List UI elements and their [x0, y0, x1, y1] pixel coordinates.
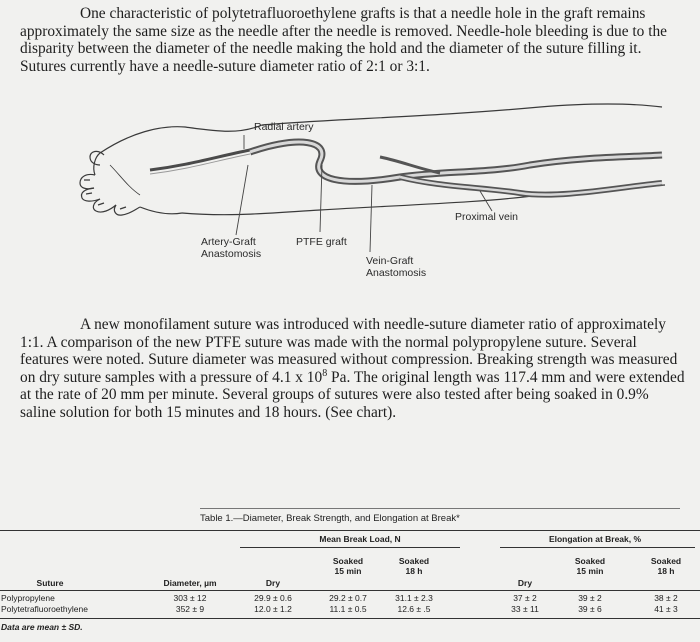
col-soaked-18-elong — [636, 556, 696, 576]
col-dry-elong: Dry — [517, 578, 533, 588]
arm-graft-figure — [0, 95, 700, 295]
group-rule-load — [240, 547, 460, 548]
col-soaked-15-elong-l1: Soaked — [574, 556, 606, 566]
cell-soak18-load: 31.1 ± 2.3 — [395, 593, 433, 603]
method-paragraph-part1: A new monofilament suture was introduced with needle-suture diameter ratio of approximately 1:1. A comparison of the new PTFE suture was made with the normal polypropylene suture. Several features were noted. Suture diameter was measured without compression. Breaking strength was measured on dry suture samples with a pressure of 4.1 x 10 — [20, 316, 678, 386]
exponent: 8 — [322, 367, 328, 379]
col-soaked-15-load-l1: Soaked — [332, 556, 364, 566]
table-footnote: Data are mean ± SD. — [1, 622, 83, 632]
col-soaked-15-load-l2: 15 min — [334, 566, 362, 576]
col-diameter: Diameter, µm — [163, 578, 217, 588]
col-suture: Suture — [36, 578, 64, 588]
cell-soak18-elong: 41 ± 3 — [654, 604, 678, 614]
cell-soak15-load: 29.2 ± 0.7 — [329, 593, 367, 603]
intro-paragraph-text: One characteristic of polytetrafluoroethylene grafts is that a needle hole in the graft remains approximately the same size as the needle after the needle is removed. Needle-hole bleeding is due to the disparity between the diameter of the needle making the hold and the diameter of the suture filling it. Sutures currently have a needle-suture diameter ratio of 2:1 or 3:1. — [20, 5, 668, 75]
col-soaked-18-elong-l2: 18 h — [657, 566, 675, 576]
label-vein-graft-line2: Anastomosis — [366, 267, 427, 279]
intro-paragraph — [20, 5, 680, 75]
table-top-rule — [200, 508, 680, 509]
cell-soak18-elong: 38 ± 2 — [654, 593, 678, 603]
cell-dry-elong: 37 ± 2 — [513, 593, 537, 603]
label-proximal-vein: Proximal vein — [455, 211, 519, 223]
cell-diameter: 303 ± 12 — [173, 593, 207, 603]
table-caption: Table 1.—Diameter, Break Strength, and Elongation at Break* — [200, 513, 460, 524]
col-soaked-18-elong-l1: Soaked — [650, 556, 682, 566]
label-vein-graft-line1: Vein-Graft — [366, 255, 414, 267]
group-header-elongation: Elongation at Break, % — [548, 534, 642, 544]
arm-diagram — [0, 95, 700, 295]
col-soaked-18-load — [384, 556, 444, 576]
table-header-rule — [0, 530, 700, 531]
cell-soak15-elong: 39 ± 2 — [578, 593, 602, 603]
group-rule-elong — [500, 547, 695, 548]
cell-suture: Polytetrafluoroethylene — [1, 604, 88, 614]
label-radial-artery: Radial artery — [254, 121, 314, 133]
cell-dry-load: 29.9 ± 0.6 — [254, 593, 292, 603]
cell-dry-load: 12.0 ± 1.2 — [254, 604, 292, 614]
col-soaked-18-load-l2: 18 h — [405, 566, 423, 576]
cell-soak15-elong: 39 ± 6 — [578, 604, 602, 614]
label-vein-graft — [366, 255, 426, 279]
cell-suture: Polypropylene — [1, 593, 55, 603]
results-table — [0, 500, 700, 642]
label-artery-graft — [201, 236, 261, 260]
label-artery-graft-line2: Anastomosis — [201, 248, 262, 260]
header-bottom-rule — [0, 590, 700, 591]
table-bottom-rule — [0, 618, 700, 619]
col-soaked-15-elong-l2: 15 min — [576, 566, 604, 576]
group-header-break-load: Mean Break Load, N — [319, 534, 401, 544]
col-soaked-15-load — [318, 556, 378, 576]
cell-diameter: 352 ± 9 — [175, 604, 205, 614]
col-soaked-15-elong — [560, 556, 620, 576]
method-paragraph-part2: Pa. The original length was 117.4 mm and were extended at the rate of 20 mm per minute. Several groups of sutures were also tested after being soaked in 0.9% saline solution for both 15 minutes and 18 hours. (See chart). — [20, 368, 685, 421]
method-paragraph — [20, 316, 685, 422]
label-ptfe-graft: PTFE graft — [296, 236, 347, 248]
label-artery-graft-line1: Artery-Graft — [201, 236, 256, 248]
cell-dry-elong: 33 ± 11 — [511, 604, 539, 614]
col-soaked-18-load-l1: Soaked — [398, 556, 430, 566]
cell-soak15-load: 11.1 ± 0.5 — [329, 604, 367, 614]
cell-soak18-load: 12.6 ± .5 — [397, 604, 431, 614]
col-dry-load: Dry — [265, 578, 281, 588]
